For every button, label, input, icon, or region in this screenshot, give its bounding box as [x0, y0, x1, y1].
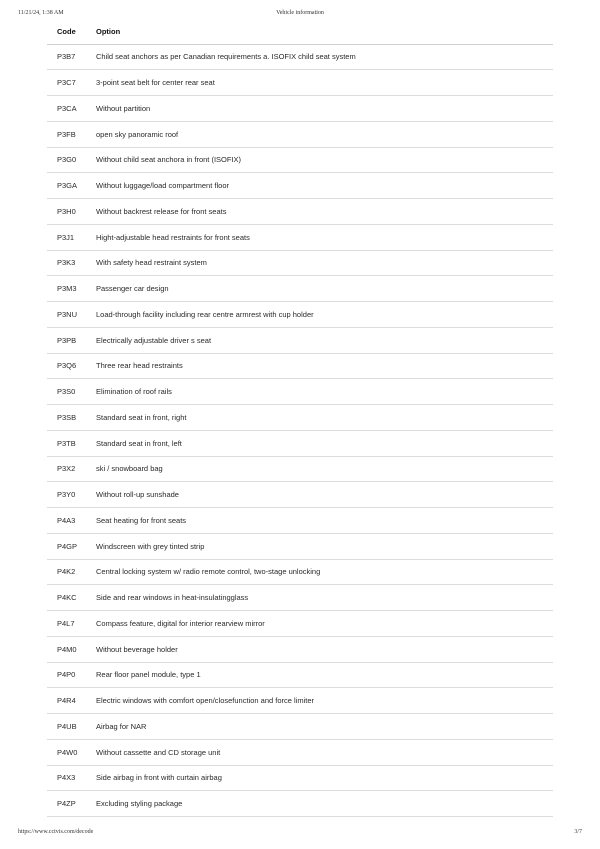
option-code-cell: P4ZP	[47, 791, 86, 817]
table-row	[47, 688, 553, 714]
table-row	[47, 791, 553, 817]
option-code-cell: P3FB	[47, 121, 86, 147]
option-code-cell: P4M0	[47, 636, 86, 662]
option-description-cell: Without beverage holder	[86, 636, 553, 662]
option-code-cell: P4KC	[47, 585, 86, 611]
option-code-cell: P3C7	[47, 70, 86, 96]
option-description-cell: Without roll-up sunshade	[86, 482, 553, 508]
table-row	[47, 611, 553, 637]
table-body	[47, 44, 553, 817]
table-row	[47, 173, 553, 199]
column-header-code: Code	[47, 20, 86, 44]
option-description-cell: Standard seat in front, left	[86, 430, 553, 456]
option-code-cell: P4A3	[47, 508, 86, 534]
table-row	[47, 739, 553, 765]
option-description-cell: Electrically adjustable driver s seat	[86, 327, 553, 353]
option-code-cell: P4GP	[47, 533, 86, 559]
option-description-cell: Rear floor panel module, type 1	[86, 662, 553, 688]
option-description-cell: Standard seat in front, right	[86, 405, 553, 431]
option-description-cell: open sky panoramic roof	[86, 121, 553, 147]
option-description-cell: Load-through facility including rear centre armrest with cup holder	[86, 302, 553, 328]
option-description-cell: Without backrest release for front seats	[86, 199, 553, 225]
column-header-option: Option	[86, 20, 553, 44]
option-description-cell: Elimination of roof rails	[86, 379, 553, 405]
page-number: 3/7	[574, 829, 582, 835]
table-row	[47, 96, 553, 122]
option-code-cell: P4X3	[47, 765, 86, 791]
option-code-cell: P3Q6	[47, 353, 86, 379]
table-row	[47, 199, 553, 225]
option-description-cell: Without luggage/load compartment floor	[86, 173, 553, 199]
option-code-cell: P3Y0	[47, 482, 86, 508]
option-description-cell: Compass feature, digital for interior rearview mirror	[86, 611, 553, 637]
option-description-cell: Side and rear windows in heat-insulatingglass	[86, 585, 553, 611]
option-description-cell: Seat heating for front seats	[86, 508, 553, 534]
table-row	[47, 636, 553, 662]
document-title: Vehicle information	[276, 10, 324, 16]
option-description-cell: Without partition	[86, 96, 553, 122]
option-code-cell: P3J1	[47, 224, 86, 250]
option-code-cell: P3M3	[47, 276, 86, 302]
option-code-cell: P3S0	[47, 379, 86, 405]
table-row	[47, 44, 553, 70]
option-code-cell: P3X2	[47, 456, 86, 482]
option-code-cell: P4L7	[47, 611, 86, 637]
table-row	[47, 250, 553, 276]
vehicle-options-table	[47, 20, 553, 817]
table-row	[47, 224, 553, 250]
table-row	[47, 405, 553, 431]
option-description-cell: ski / snowboard bag	[86, 456, 553, 482]
table-row	[47, 276, 553, 302]
option-code-cell: P4P0	[47, 662, 86, 688]
option-description-cell: 3-point seat belt for center rear seat	[86, 70, 553, 96]
option-description-cell: Three rear head restraints	[86, 353, 553, 379]
option-code-cell: P3B7	[47, 44, 86, 70]
option-code-cell: P4W0	[47, 739, 86, 765]
option-code-cell: P3G0	[47, 147, 86, 173]
table-row	[47, 508, 553, 534]
print-date: 11/21/24, 1:38 AM	[18, 10, 64, 16]
page-url: https://www.cctvis.com/decode	[18, 829, 94, 835]
option-code-cell: P4R4	[47, 688, 86, 714]
table-row	[47, 765, 553, 791]
table-header-row	[47, 20, 553, 44]
table-row	[47, 121, 553, 147]
table-row	[47, 327, 553, 353]
table-row	[47, 559, 553, 585]
table-row	[47, 662, 553, 688]
option-description-cell: Side airbag in front with curtain airbag	[86, 765, 553, 791]
print-header	[18, 10, 582, 20]
print-footer	[18, 829, 582, 839]
option-code-cell: P3TB	[47, 430, 86, 456]
table-row	[47, 302, 553, 328]
option-description-cell: Central locking system w/ radio remote control, two-stage unlocking	[86, 559, 553, 585]
table-row	[47, 70, 553, 96]
option-code-cell: P3PB	[47, 327, 86, 353]
option-description-cell: Hight-adjustable head restraints for front seats	[86, 224, 553, 250]
option-description-cell: Electric windows with comfort open/closefunction and force limiter	[86, 688, 553, 714]
option-description-cell: Excluding styling package	[86, 791, 553, 817]
option-code-cell: P4UB	[47, 714, 86, 740]
option-description-cell: With safety head restraint system	[86, 250, 553, 276]
option-description-cell: Without child seat anchora in front (ISOFIX)	[86, 147, 553, 173]
option-code-cell: P4K2	[47, 559, 86, 585]
option-description-cell: Windscreen with grey tinted strip	[86, 533, 553, 559]
table-row	[47, 482, 553, 508]
option-code-cell: P3K3	[47, 250, 86, 276]
table-row	[47, 533, 553, 559]
table-row	[47, 379, 553, 405]
option-description-cell: Airbag for NAR	[86, 714, 553, 740]
option-description-cell: Child seat anchors as per Canadian requirements a. ISOFIX child seat system	[86, 44, 553, 70]
table-row	[47, 430, 553, 456]
option-code-cell: P3H0	[47, 199, 86, 225]
table-row	[47, 147, 553, 173]
table-row	[47, 714, 553, 740]
table-row	[47, 353, 553, 379]
table-row	[47, 456, 553, 482]
table-row	[47, 585, 553, 611]
option-code-cell: P3SB	[47, 405, 86, 431]
option-description-cell: Passenger car design	[86, 276, 553, 302]
option-code-cell: P3NU	[47, 302, 86, 328]
option-description-cell: Without cassette and CD storage unit	[86, 739, 553, 765]
option-code-cell: P3GA	[47, 173, 86, 199]
option-code-cell: P3CA	[47, 96, 86, 122]
